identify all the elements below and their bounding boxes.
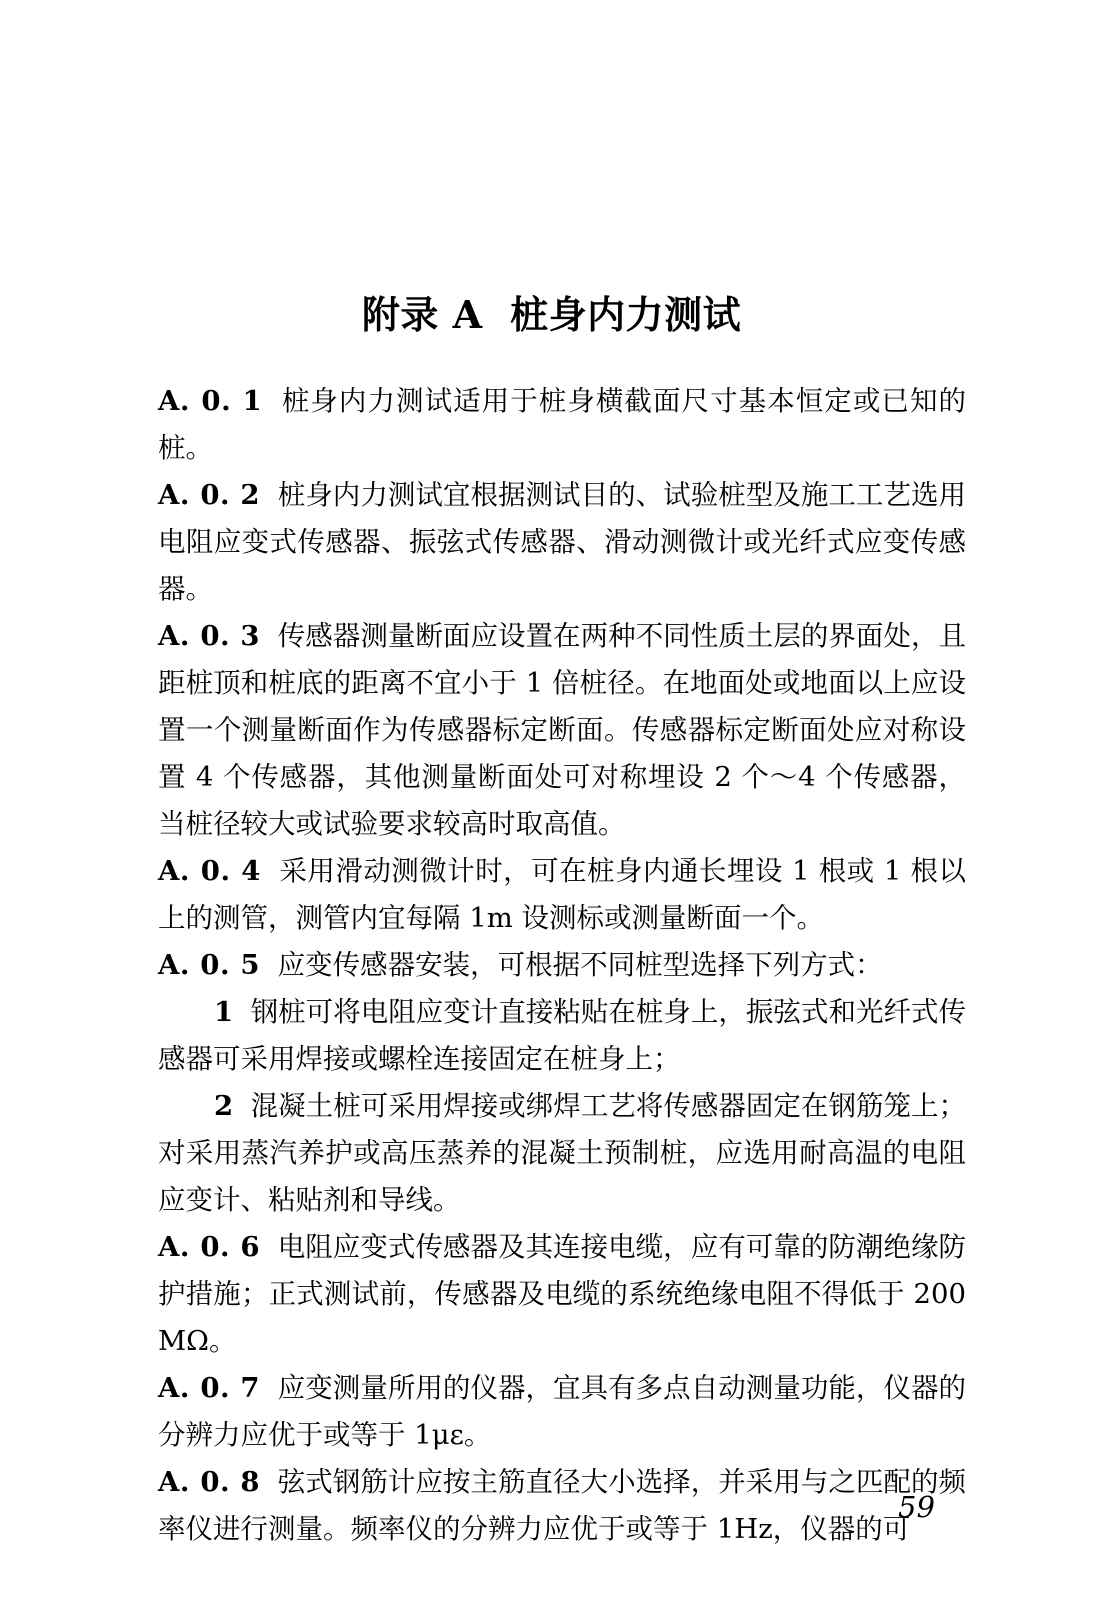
clause-gap xyxy=(260,1231,278,1263)
clause-text: 桩身内力测试宜根据测试目的、试验桩型及施工工艺选用电阻应变式传感器、振弦式传感器、滑动测微计或光纤式应变传感器。 xyxy=(158,479,967,605)
clause-number: A. 0. 1 xyxy=(158,385,263,417)
clause-gap xyxy=(260,949,277,981)
clause-a-0-6 xyxy=(158,1224,966,1365)
clause-a-0-1 xyxy=(158,378,966,472)
page-number: 59 xyxy=(898,1490,935,1524)
clause-gap xyxy=(260,1372,278,1404)
subitem-gap xyxy=(233,996,251,1028)
body-text-block xyxy=(158,378,966,1553)
clause-gap xyxy=(260,620,278,652)
subitem-number: 2 xyxy=(214,1090,234,1122)
clause-gap xyxy=(260,479,278,511)
clause-a-0-3 xyxy=(158,613,966,848)
clause-a-0-2 xyxy=(158,472,966,613)
clause-text: 电阻应变式传感器及其连接电缆，应有可靠的防潮绝缘防护措施；正式测试前，传感器及电缆的系统绝缘电阻不得低于 200MΩ。 xyxy=(158,1231,967,1357)
clause-gap xyxy=(261,855,279,887)
subitem-gap xyxy=(233,1090,251,1122)
clause-number: A. 0. 6 xyxy=(158,1231,261,1263)
clause-a-0-7 xyxy=(158,1365,966,1459)
clause-text: 弦式钢筋计应按主筋直径大小选择，并采用与之匹配的频率仪进行测量。频率仪的分辨力应优于或等于 1Hz，仪器的可 xyxy=(158,1466,967,1545)
appendix-title: 附录 A 桩身内力测试 xyxy=(361,292,742,338)
clause-gap xyxy=(262,385,282,417)
clause-number: A. 0. 8 xyxy=(158,1466,261,1498)
subitem-text: 钢桩可将电阻应变计直接粘贴在桩身上，振弦式和光纤式传感器可采用焊接或螺栓连接固定在桩身上； xyxy=(158,996,967,1075)
clause-a-0-5 xyxy=(158,942,966,989)
clause-text: 应变传感器安装，可根据不同桩型选择下列方式： xyxy=(277,949,883,981)
clause-number: A. 0. 2 xyxy=(158,479,261,511)
clause-text: 传感器测量断面应设置在两种不同性质土层的界面处，且距桩顶和桩底的距离不宜小于 1 倍桩径。在地面处或地面以上应设置一个测量断面作为传感器标定断面。传感器标定断面处应对称设置 4 个传感器，其他测量断面处可对称埋设 2 个～4 个传感器，当桩径较大或试验要求较高时取高值。 xyxy=(158,620,967,840)
subitem-number: 1 xyxy=(214,996,234,1028)
clause-text: 桩身内力测试适用于桩身横截面尺寸基本恒定或已知的桩。 xyxy=(158,385,967,464)
clause-text: 采用滑动测微计时，可在桩身内通长埋设 1 根或 1 根以上的测管，测管内宜每隔 1m 设测标或测量断面一个。 xyxy=(158,855,966,934)
clause-number: A. 0. 7 xyxy=(158,1372,261,1404)
clause-a-0-4 xyxy=(158,848,966,942)
subitem-text: 混凝土桩可采用焊接或绑焊工艺将传感器固定在钢筋笼上；对采用蒸汽养护或高压蒸养的混凝土预制桩，应选用耐高温的电阻应变计、粘贴剂和导线。 xyxy=(158,1090,967,1216)
clause-text: 应变测量所用的仪器，宜具有多点自动测量功能，仪器的分辨力应优于或等于 1με。 xyxy=(158,1372,967,1451)
page-footer xyxy=(0,1490,1103,1524)
clause-number: A. 0. 5 xyxy=(158,949,261,981)
clause-number: A. 0. 3 xyxy=(158,620,261,652)
subitem-2 xyxy=(158,1083,966,1224)
clause-number: A. 0. 4 xyxy=(158,855,262,887)
subitem-1 xyxy=(158,989,966,1083)
